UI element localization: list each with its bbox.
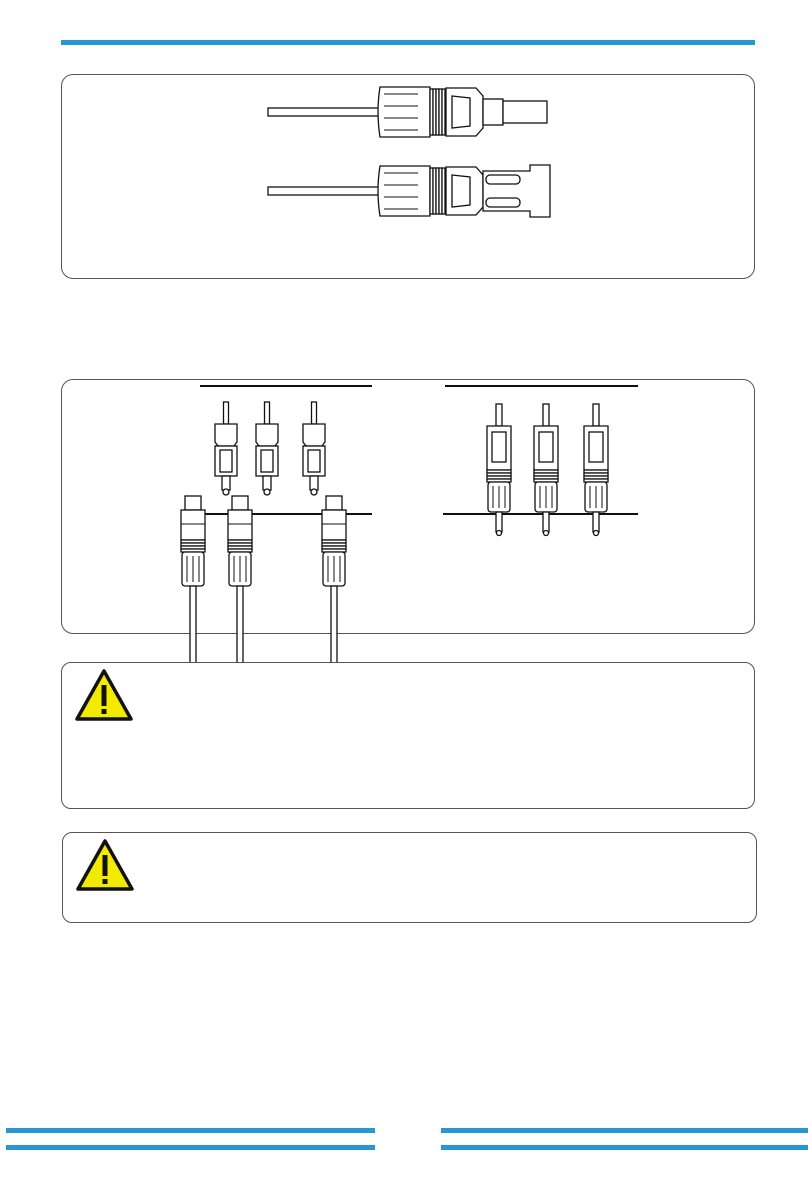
crimp-contact-top xyxy=(303,402,325,495)
footer-right-stripe-bottom xyxy=(441,1145,808,1150)
assembled-connector-bottom xyxy=(228,496,252,676)
assembled-connector-right xyxy=(487,404,511,536)
assembled-connector-right xyxy=(584,404,608,536)
crimp-contact-top xyxy=(215,402,237,495)
assembled-connector-bottom xyxy=(181,496,205,676)
footer-left-stripe-top xyxy=(6,1128,375,1133)
footer-right-stripe-top xyxy=(441,1128,808,1133)
crimp-contact-top xyxy=(256,402,278,495)
warning-box-2 xyxy=(62,832,757,923)
assembled-connector-bottom xyxy=(322,496,346,676)
assembled-connector-right xyxy=(534,404,558,536)
footer-left-stripe-bottom xyxy=(6,1145,375,1150)
warning-triangle-icon xyxy=(75,838,135,892)
warning-box-1 xyxy=(61,662,755,809)
warning-triangle-icon xyxy=(74,668,134,722)
